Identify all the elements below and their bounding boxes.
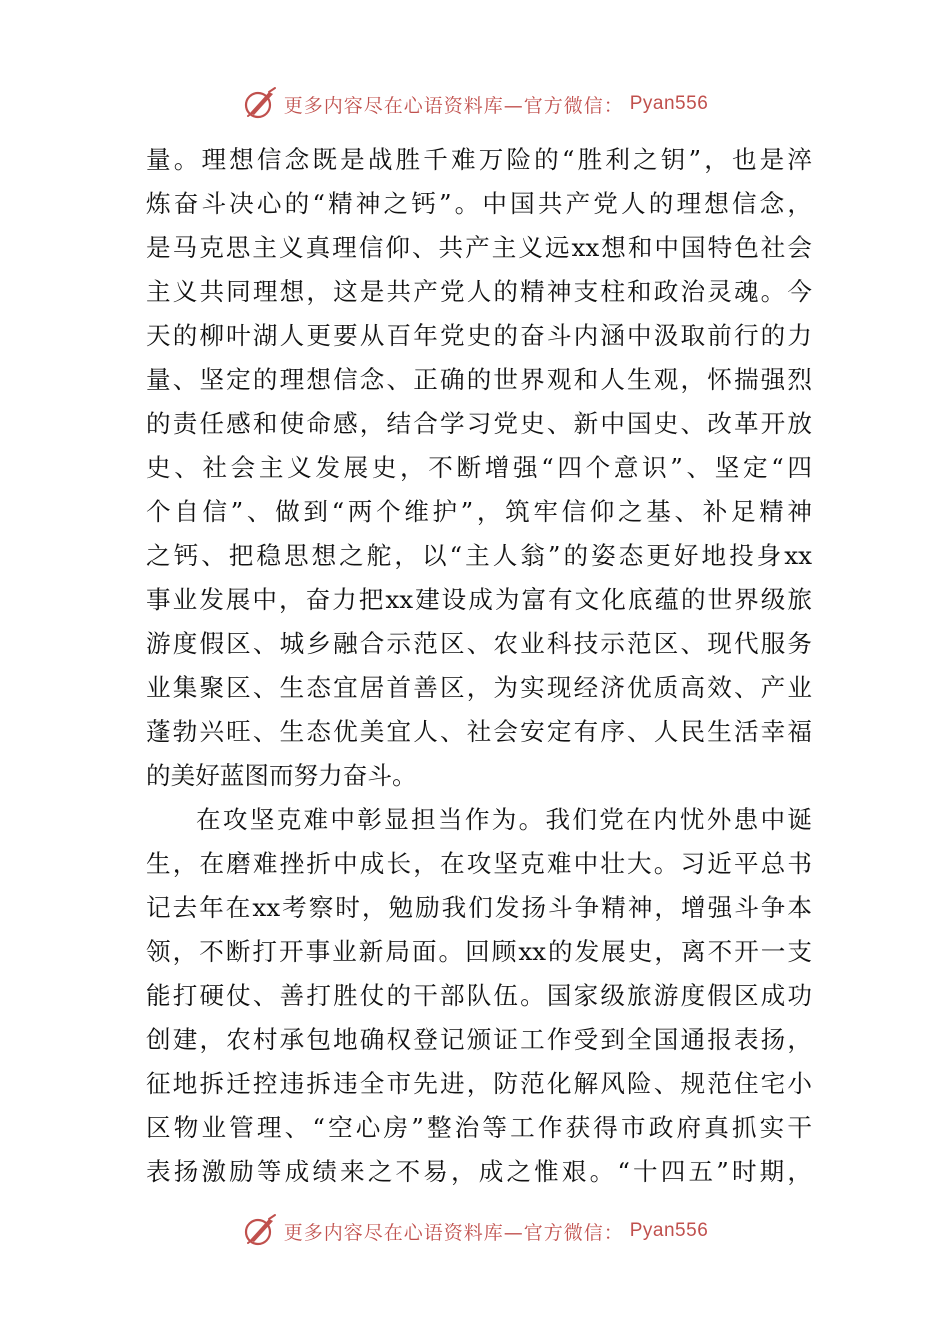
text-line: 主义共同理想，这是共产党人的精神支柱和政治灵魂。今 [146, 277, 812, 306]
text-line: 征地拆迁控违拆违全市先进，防范化解风险、规范住宅小 [146, 1069, 812, 1098]
footer-watermark [0, 1211, 950, 1251]
text-line: 业集聚区、生态宜居首善区，为实现经济优质高效、产业 [146, 673, 812, 702]
text-line: 领，不断打开事业新局面。回顾xx的发展史，离不开一支 [146, 937, 812, 966]
text-line: 的责任感和使命感，结合学习党史、新中国史、改革开放 [146, 409, 812, 438]
paragraph [146, 138, 812, 798]
text-line: 个自信”、做到“两个维护”，筑牢信仰之基、补足精神 [146, 497, 812, 526]
text-line: 创建，农村承包地确权登记颁证工作受到全国通报表扬， [146, 1025, 812, 1054]
text-line: 史、社会主义发展史，不断增强“四个意识”、坚定“四 [146, 453, 812, 482]
text-line: 表扬激励等成绩来之不易，成之惟艰。“十四五”时期， [146, 1157, 812, 1186]
text-line: 区物业管理、“空心房”整治等工作获得市政府真抓实干 [146, 1113, 812, 1142]
watermark-text: 更多内容尽在心语资料库—官方微信： [283, 94, 624, 117]
text-line: 天的柳叶湖人更要从百年党史的奋斗内涵中汲取前行的力 [146, 321, 812, 350]
text-line: 量、坚定的理想信念、正确的世界观和人生观，怀揣强烈 [146, 365, 812, 394]
watermark-wechat-id: Pyan556 [629, 1220, 709, 1241]
text-line: 炼奋斗决心的“精神之钙”。中国共产党人的理想信念， [146, 189, 812, 218]
header-watermark [0, 84, 950, 124]
text-line: 能打硬仗、善打胜仗的干部队伍。国家级旅游度假区成功 [146, 981, 812, 1010]
watermark-text: 更多内容尽在心语资料库—官方微信： [283, 1221, 624, 1244]
text-line: 是马克思主义真理信仰、共产主义远xx想和中国特色社会 [146, 233, 812, 262]
text-line: 生，在磨难挫折中成长，在攻坚克难中壮大。习近平总书 [146, 849, 812, 878]
quill-pen-seal-icon [242, 86, 278, 122]
paragraph [146, 798, 812, 1194]
watermark-wechat-id: Pyan556 [629, 93, 709, 114]
quill-pen-seal-icon [242, 1213, 278, 1249]
text-line: 事业发展中，奋力把xx建设成为富有文化底蕴的世界级旅 [146, 585, 812, 614]
document-body [146, 138, 812, 1194]
text-line: 蓬勃兴旺、生态优美宜人、社会安定有序、人民生活幸福 [146, 717, 812, 746]
text-line: 的美好蓝图而努力奋斗。 [146, 761, 417, 790]
text-line: 之钙、把稳思想之舵，以“主人翁”的姿态更好地投身xx [146, 541, 812, 570]
text-line: 量。理想信念既是战胜千难万险的“胜利之钥”，也是淬 [146, 145, 812, 174]
text-line: 记去年在xx考察时，勉励我们发扬斗争精神，增强斗争本 [146, 893, 812, 922]
text-line: 在攻坚克难中彰显担当作为。我们党在内忧外患中诞 [196, 805, 812, 834]
text-line: 游度假区、城乡融合示范区、农业科技示范区、现代服务 [146, 629, 812, 658]
